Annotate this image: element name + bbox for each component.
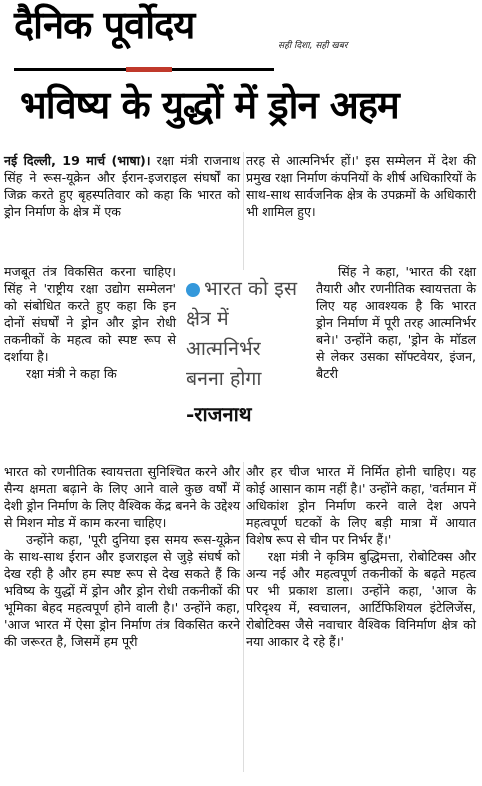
article-column-left-wrap (4, 263, 176, 382)
pull-quote-text: भारत को इस क्षेत्र में आत्मनिर्भर बनना होगा (186, 277, 298, 390)
article-paragraph: रक्षा मंत्री ने कहा कि (26, 366, 117, 381)
bullet-dot-icon (186, 283, 200, 297)
masthead (0, 0, 482, 72)
pull-quote (180, 270, 308, 462)
article-column-left-bottom (4, 463, 240, 650)
article-column-right-bottom (246, 463, 476, 650)
masthead-accent-mark (126, 67, 172, 72)
article-column-left-top (4, 152, 240, 220)
article-column-right-wrap (316, 263, 476, 382)
article-paragraph: रक्षा मंत्री ने कृत्रिम बुद्धिमत्ता, रोबोटिक्स और अन्य नई और महत्वपूर्ण तकनीकों के बढ़ते महत्व पर भी प्रकाश डाला। उन्होंने कहा, 'आज के परिदृश्य में, स्वचालन, आर्टिफिशियल इंटेलिजेंस, रोबोटिक्स जैसे नवाचार वैश्विक विनिर्माण क्षेत्र को नया आकार दे रहे हैं।' (246, 549, 476, 649)
column-divider (243, 152, 244, 772)
article-paragraph: तरह से आत्मनिर्भर हों।' इस सम्मेलन में देश की प्रमुख रक्षा निर्माण कंपनियों के शीर्ष अधिकारियों के साथ-साथ सार्वजनिक क्षेत्र के उपक्रमों के अधिकारी भी शामिल हुए। (246, 153, 476, 219)
paragraph-text: रक्षा मंत्री राजनाथ सिंह ने रूस-यूक्रेन और ईरान-इजराइल संघर्षों का जिक्र करते हुए बृहस्पतिवार को कहा कि भारत को ड्रोन निर्माण के क्षेत्र में एक (4, 153, 240, 219)
dateline: नई दिल्ली, 19 मार्च (भाषा)। (4, 153, 151, 168)
article-headline: भविष्य के युद्धों में ड्रोन अहम (20, 82, 399, 127)
article-paragraph (4, 152, 240, 220)
newspaper-logo: दैनिक पूर्वोदय (14, 2, 195, 47)
article-paragraph: उन्होंने कहा, 'पूरी दुनिया इस समय रूस-यूक्रेन के साथ-साथ ईरान और इजराइल से जुड़े संघर्ष को देख रही है और हम स्पष्ट रूप से देख सकते हैं कि भविष्य के युद्धों में ड्रोन और ड्रोन रोधी तकनीकों की भूमिका बेहद महत्वपूर्ण होने वाली है।' उन्होंने कहा, 'आज भारत में ऐसा ड्रोन निर्माण तंत्र विकसित करने की जरूरत है, जिसमें हम पूरी (4, 532, 240, 649)
pull-quote-author: -राजनाथ (186, 402, 252, 426)
article-paragraph: और हर चीज भारत में निर्मित होनी चाहिए। यह कोई आसान काम नहीं है।' उन्होंने कहा, 'वर्तमान में अधिकांश ड्रोन निर्माण करने वाले देश अपने महत्वपूर्ण घटकों के लिए बड़ी मात्रा में आयात विशेष रूप से चीन पर निर्भर हैं।' (246, 464, 476, 547)
article-column-right-top (246, 152, 476, 220)
article-paragraph: भारत को रणनीतिक स्वायत्तता सुनिश्चित करने और सैन्य क्षमता बढ़ाने के लिए आने वाले कुछ वर्षों में देशी ड्रोन निर्माण के लिए वैश्विक केंद्र बनने के उद्देश्य से मिशन मोड में काम करना चाहिए। (4, 464, 240, 530)
newspaper-tagline: सही दिशा, सही खबर (278, 41, 348, 51)
article-paragraph: मजबूत तंत्र विकसित करना चाहिए। सिंह ने 'राष्ट्रीय रक्षा उद्योग सम्मेलन' को संबोधित करते हुए कहा कि इन दोनों संघर्षों ने ड्रोन और ड्रोन रोधी तकनीकों के महत्व को स्पष्ट रूप से दर्शाया है। (4, 264, 176, 364)
article-paragraph: सिंह ने कहा, 'भारत की रक्षा तैयारी और रणनीतिक स्वायत्तता के लिए यह आवश्यक है कि भारत ड्रोन निर्माण में पूरी तरह आत्मनिर्भर बने।' उन्होंने कहा, 'ड्रोन के मॉडल से लेकर उसका सॉफ्टवेयर, इंजन, बैटरी (316, 264, 476, 381)
